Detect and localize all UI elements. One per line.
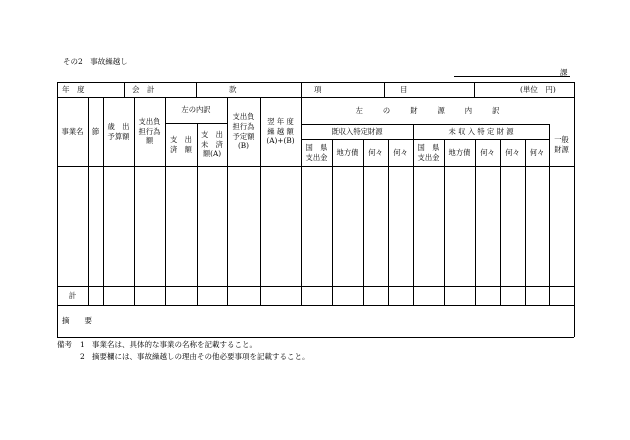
header-kokken-2: 国 県 支出金 — [417, 142, 440, 162]
kaikei-label: 会 計 — [132, 85, 155, 94]
note-2-text: 摘要欄には、事故繰越しの理由その他必要事項を記載すること。 — [92, 352, 310, 361]
note-1-text: 事業名は、具体的な事業の名称を記載すること。 — [92, 340, 257, 349]
header-nani-2: 何々 — [393, 147, 408, 157]
header-hidari-uchiwake: 左の内訳 — [181, 105, 211, 115]
kan-label: 款 — [229, 85, 237, 94]
header-shishutsu-sumi: 支 出 済 額 — [170, 134, 192, 154]
note-1-num: 1 — [80, 340, 85, 349]
header-nani-4: 何々 — [505, 147, 520, 157]
notes-label: 備考 — [57, 340, 72, 349]
header-setsu: 節 — [91, 126, 100, 136]
table-border-bottom — [57, 337, 574, 338]
ka-underline — [454, 76, 570, 77]
info-sep-5 — [474, 82, 475, 97]
unit-label: (単位 円) — [520, 85, 556, 94]
info-sep-2 — [196, 82, 197, 97]
header-ippan: 一般 財源 — [554, 135, 569, 154]
moku-label: 目 — [400, 85, 408, 94]
header-kishu: 既収入特定財源 — [331, 126, 383, 136]
header-zaigen-uchiwake: 左の財源内訳 — [355, 105, 520, 115]
header-kokken-1: 国 県 支出金 — [305, 142, 328, 162]
info-sep-3 — [301, 82, 302, 97]
header-shishutsu-futan: 支出負 担行為 額 — [138, 116, 161, 146]
table-border-top — [57, 82, 574, 83]
form-title: その2 事故繰越し — [63, 57, 128, 66]
note-2-num: 2 — [80, 352, 85, 361]
info-sep-1 — [124, 82, 125, 97]
header-nani-5: 何々 — [529, 147, 545, 157]
border-right — [574, 82, 575, 337]
header-shishutsu-yotei: 支出負 担行為 予定額 (B) — [232, 111, 255, 151]
header-nani-3: 何々 — [480, 147, 495, 157]
header-chihousai-2: 地方債 — [448, 147, 471, 157]
kou-label: 項 — [314, 85, 322, 94]
header-saishutsu: 歳 出 予算額 — [107, 121, 130, 141]
total-label: 計 — [68, 290, 77, 300]
header-shishutsu-misumi: 支 出 未 済 額(A) — [201, 129, 223, 159]
tekiyo-label: 摘 要 — [62, 316, 92, 325]
header-yokunendo: 翌 年 度 繰 越 額 (A)+(B) — [266, 116, 295, 146]
header-mishu: 未 収 入 特 定 財 源 — [448, 126, 514, 136]
nendo-label: 年 度 — [62, 85, 85, 94]
header-jigyomei: 事業名 — [61, 126, 84, 136]
total-row-bottom — [57, 305, 574, 306]
header-nani-1: 何々 — [368, 147, 383, 157]
header-chihousai-1: 地方債 — [336, 147, 359, 157]
ka-label: 課 — [560, 68, 568, 77]
info-sep-4 — [384, 82, 385, 97]
